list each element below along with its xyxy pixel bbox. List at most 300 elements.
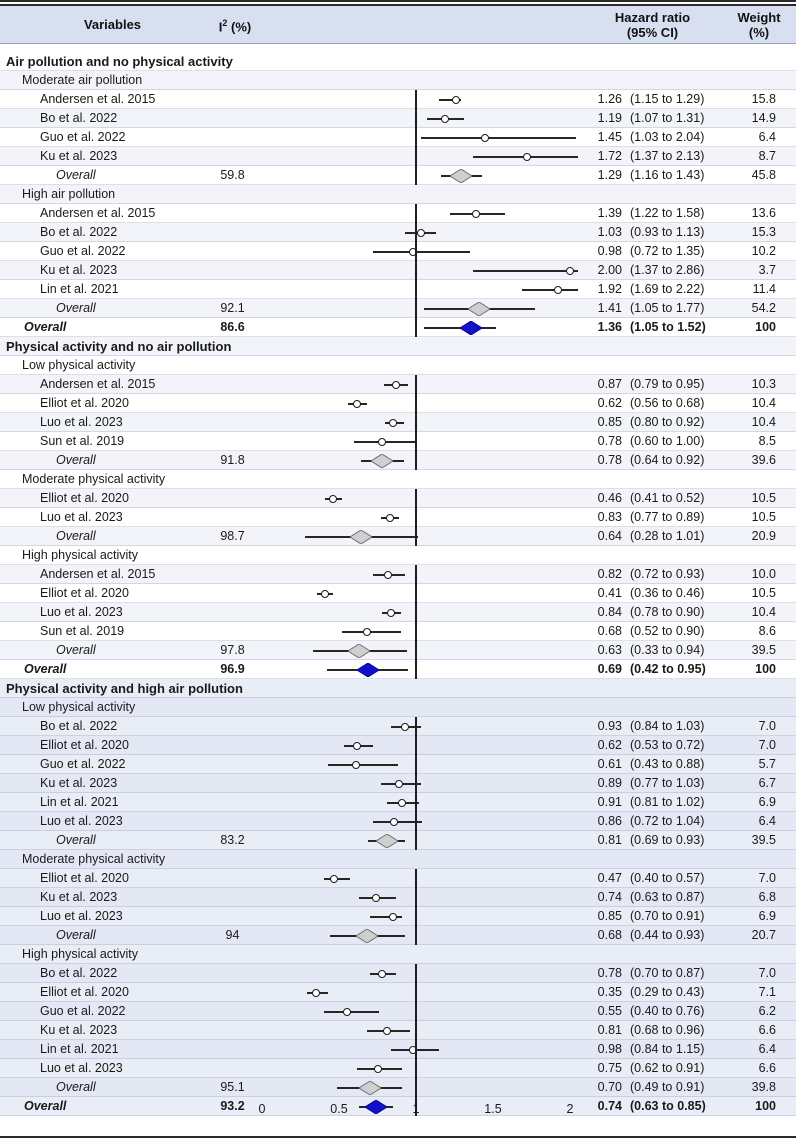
study-label: Luo et al. 2023 <box>40 605 123 619</box>
hazard-ratio-value: 0.55 <box>597 1004 622 1018</box>
weight-value: 13.6 <box>751 206 776 220</box>
study-label: Elliot et al. 2020 <box>40 738 129 752</box>
weight-value: 39.5 <box>751 643 776 657</box>
hazard-ratio-value: 0.70 <box>597 1080 622 1094</box>
subgroup-label: Low physical activity <box>22 700 136 714</box>
study-label: Lin et al. 2021 <box>40 795 119 809</box>
header-i-squared-text: I <box>218 19 223 35</box>
weight-value: 15.8 <box>751 92 776 106</box>
confidence-interval-value: (0.52 to 0.90) <box>630 624 705 638</box>
i-squared-value: 93.2 <box>220 1099 245 1113</box>
confidence-interval-value: (1.03 to 2.04) <box>630 130 705 144</box>
study-point-marker <box>523 153 531 161</box>
study-point-marker <box>352 761 360 769</box>
confidence-interval-value: (0.70 to 0.87) <box>630 966 705 980</box>
header-hazard-ratio-line1: Hazard ratio <box>614 10 691 25</box>
confidence-interval-value: (0.79 to 0.95) <box>630 377 705 391</box>
section-label: Physical activity and no air pollution <box>6 339 232 354</box>
forest-row-study <box>0 1040 796 1059</box>
study-label: Bo et al. 2022 <box>40 966 118 980</box>
forest-row-overall <box>0 527 796 546</box>
hazard-ratio-value: 1.41 <box>597 301 622 315</box>
hazard-ratio-value: 0.68 <box>597 928 622 942</box>
top-rule <box>0 0 796 2</box>
weight-value: 100 <box>755 662 776 676</box>
study-label: Ku et al. 2023 <box>40 776 118 790</box>
hazard-ratio-value: 0.75 <box>597 1061 622 1075</box>
weight-value: 10.3 <box>751 377 776 391</box>
forest-row-study <box>0 983 796 1002</box>
study-label: Overall <box>56 529 96 543</box>
hazard-ratio-value: 0.81 <box>597 1023 622 1037</box>
study-point-marker <box>452 96 460 104</box>
forest-row-study <box>0 489 796 508</box>
forest-row-subgroup <box>0 546 796 565</box>
weight-value: 6.7 <box>758 776 776 790</box>
i-squared-value: 83.2 <box>220 833 245 847</box>
null-line <box>415 375 417 470</box>
study-label: Lin et al. 2021 <box>40 282 119 296</box>
forest-row-study <box>0 755 796 774</box>
confidence-interval-value: (0.42 to 0.95) <box>630 662 706 676</box>
hazard-ratio-value: 0.46 <box>597 491 622 505</box>
weight-value: 39.6 <box>751 453 776 467</box>
confidence-interval-value: (1.05 to 1.52) <box>630 320 706 334</box>
study-label: Bo et al. 2022 <box>40 111 118 125</box>
forest-row-study <box>0 261 796 280</box>
forest-row-study <box>0 1002 796 1021</box>
study-point-marker <box>387 609 395 617</box>
confidence-interval-value: (0.53 to 0.72) <box>630 738 705 752</box>
forest-row-overall <box>0 451 796 470</box>
subgroup-label: Moderate physical activity <box>22 472 166 486</box>
confidence-interval-value: (0.33 to 0.94) <box>630 643 705 657</box>
study-point-marker <box>566 267 574 275</box>
study-point-marker <box>329 495 337 503</box>
hazard-ratio-value: 0.98 <box>597 244 622 258</box>
forest-row-study <box>0 793 796 812</box>
hazard-ratio-value: 2.00 <box>597 263 622 277</box>
confidence-interval-value: (0.72 to 1.35) <box>630 244 705 258</box>
subgroup-diamond-marker <box>371 454 393 468</box>
study-label: Overall <box>56 453 96 467</box>
forest-row-study <box>0 147 796 166</box>
forest-row-study <box>0 204 796 223</box>
study-label: Elliot et al. 2020 <box>40 491 129 505</box>
i-squared-value: 94 <box>225 928 240 942</box>
weight-value: 5.7 <box>758 757 776 771</box>
study-point-marker <box>312 989 320 997</box>
forest-row-study <box>0 584 796 603</box>
subgroup-label: Low physical activity <box>22 358 136 372</box>
null-line <box>415 90 417 185</box>
confidence-interval-value: (1.69 to 2.22) <box>630 282 705 296</box>
weight-value: 20.7 <box>751 928 776 942</box>
hazard-ratio-value: 0.62 <box>597 738 622 752</box>
null-line <box>415 717 417 850</box>
i-squared-value: 86.6 <box>220 320 245 334</box>
weight-value: 6.2 <box>758 1004 776 1018</box>
hazard-ratio-value: 0.98 <box>597 1042 622 1056</box>
study-label: Andersen et al. 2015 <box>40 206 156 220</box>
forest-row-total <box>0 318 796 337</box>
weight-value: 7.0 <box>758 719 776 733</box>
hazard-ratio-value: 0.91 <box>597 795 622 809</box>
forest-row-study <box>0 736 796 755</box>
study-label: Ku et al. 2023 <box>40 1023 118 1037</box>
header-variables: Variables <box>83 17 142 32</box>
forest-row-overall <box>0 831 796 850</box>
section-label: Air pollution and no physical activity <box>6 54 233 69</box>
forest-row-study <box>0 413 796 432</box>
hazard-ratio-value: 0.82 <box>597 567 622 581</box>
confidence-interval-value: (0.43 to 0.88) <box>630 757 705 771</box>
forest-row-study <box>0 432 796 451</box>
study-label: Ku et al. 2023 <box>40 263 118 277</box>
forest-row-study <box>0 375 796 394</box>
hazard-ratio-value: 0.93 <box>597 719 622 733</box>
study-point-marker <box>372 894 380 902</box>
confidence-interval-value: (0.77 to 1.03) <box>630 776 705 790</box>
forest-row-overall <box>0 166 796 185</box>
forest-row-subgroup <box>0 71 796 90</box>
study-label: Andersen et al. 2015 <box>40 567 156 581</box>
confidence-interval-value: (1.16 to 1.43) <box>630 168 705 182</box>
weight-value: 11.4 <box>752 282 776 296</box>
study-label: Luo et al. 2023 <box>40 814 123 828</box>
subgroup-label: High air pollution <box>22 187 116 201</box>
weight-value: 10.5 <box>751 510 776 524</box>
study-point-marker <box>481 134 489 142</box>
study-point-marker <box>374 1065 382 1073</box>
header-hazard-ratio-line2: (95% CI) <box>626 25 679 40</box>
confidence-interval-value: (1.37 to 2.13) <box>630 149 705 163</box>
forest-row-total <box>0 660 796 679</box>
i-squared-value: 91.8 <box>220 453 245 467</box>
study-point-marker <box>392 381 400 389</box>
forest-row-overall <box>0 641 796 660</box>
subgroup-label: High physical activity <box>22 947 139 961</box>
study-label: Luo et al. 2023 <box>40 510 123 524</box>
hazard-ratio-value: 1.72 <box>597 149 622 163</box>
weight-value: 6.4 <box>758 130 776 144</box>
weight-value: 39.8 <box>751 1080 776 1094</box>
weight-value: 6.4 <box>758 1042 776 1056</box>
weight-value: 10.2 <box>751 244 776 258</box>
subgroup-diamond-marker <box>450 169 472 183</box>
confidence-interval-value: (1.37 to 2.86) <box>630 263 705 277</box>
hazard-ratio-value: 0.62 <box>597 396 622 410</box>
hazard-ratio-value: 0.78 <box>597 453 622 467</box>
confidence-interval-value: (1.22 to 1.58) <box>630 206 705 220</box>
confidence-interval-line <box>421 137 577 139</box>
study-point-marker <box>389 913 397 921</box>
header-weight-line2: (%) <box>748 25 770 40</box>
overall-total-label: Overall <box>24 1099 67 1113</box>
hazard-ratio-value: 0.74 <box>597 1099 622 1113</box>
header-weight-line1: Weight <box>737 10 781 25</box>
study-point-marker <box>321 590 329 598</box>
confidence-interval-value: (0.72 to 1.04) <box>630 814 705 828</box>
study-label: Ku et al. 2023 <box>40 149 118 163</box>
forest-row-study <box>0 565 796 584</box>
header-i-squared <box>190 16 280 34</box>
hazard-ratio-value: 0.81 <box>597 833 622 847</box>
subgroup-diamond-marker <box>359 1081 381 1095</box>
study-point-marker <box>384 571 392 579</box>
header-i-squared-unit: (%) <box>227 19 252 35</box>
forest-row-study <box>0 907 796 926</box>
confidence-interval-value: (0.68 to 0.96) <box>630 1023 705 1037</box>
study-label: Andersen et al. 2015 <box>40 377 156 391</box>
forest-row-study <box>0 812 796 831</box>
axis-tick-label: 1.5 <box>484 1102 502 1116</box>
confidence-interval-value: (0.63 to 0.85) <box>630 1099 706 1113</box>
null-line <box>415 869 417 945</box>
weight-value: 3.7 <box>758 263 776 277</box>
subgroup-diamond-marker <box>356 929 378 943</box>
study-label: Bo et al. 2022 <box>40 225 118 239</box>
study-label: Overall <box>56 301 96 315</box>
weight-value: 100 <box>755 1099 776 1113</box>
hazard-ratio-value: 0.84 <box>597 605 622 619</box>
forest-row-section <box>0 679 796 698</box>
study-label: Sun et al. 2019 <box>40 434 125 448</box>
study-label: Andersen et al. 2015 <box>40 92 156 106</box>
forest-row-subgroup <box>0 185 796 204</box>
header-i-squared-sup: 2 <box>222 18 228 28</box>
subgroup-diamond-marker <box>350 530 372 544</box>
study-label: Guo et al. 2022 <box>40 1004 126 1018</box>
weight-value: 7.0 <box>758 738 776 752</box>
weight-value: 8.6 <box>758 624 776 638</box>
overall-diamond-marker <box>357 663 379 677</box>
hazard-ratio-value: 1.36 <box>597 320 622 334</box>
i-squared-value: 92.1 <box>220 301 245 315</box>
forest-row-study <box>0 774 796 793</box>
weight-value: 15.3 <box>751 225 776 239</box>
forest-row-study <box>0 223 796 242</box>
hazard-ratio-value: 0.68 <box>597 624 622 638</box>
forest-row-overall <box>0 926 796 945</box>
hazard-ratio-value: 0.89 <box>597 776 622 790</box>
hazard-ratio-value: 1.26 <box>597 92 622 106</box>
weight-value: 7.0 <box>758 871 776 885</box>
hazard-ratio-value: 0.69 <box>597 662 622 676</box>
forest-row-study <box>0 242 796 261</box>
study-point-marker <box>472 210 480 218</box>
forest-row-study <box>0 869 796 888</box>
study-point-marker <box>417 229 425 237</box>
study-point-marker <box>386 514 394 522</box>
subgroup-diamond-marker <box>376 834 398 848</box>
forest-row-study <box>0 90 796 109</box>
study-label: Overall <box>56 643 96 657</box>
overall-total-label: Overall <box>24 662 67 676</box>
confidence-interval-value: (1.15 to 1.29) <box>630 92 705 106</box>
subgroup-diamond-marker <box>468 302 490 316</box>
overall-diamond-marker <box>460 321 482 335</box>
study-label: Luo et al. 2023 <box>40 909 123 923</box>
hazard-ratio-value: 1.39 <box>597 206 622 220</box>
confidence-interval-value: (0.84 to 1.15) <box>630 1042 705 1056</box>
axis-tick-label: 0.5 <box>330 1102 348 1116</box>
weight-value: 6.9 <box>758 909 776 923</box>
hazard-ratio-value: 1.29 <box>597 168 622 182</box>
weight-value: 6.4 <box>758 814 776 828</box>
confidence-interval-value: (0.60 to 1.00) <box>630 434 705 448</box>
subgroup-label: High physical activity <box>22 548 139 562</box>
confidence-interval-value: (1.05 to 1.77) <box>630 301 705 315</box>
confidence-interval-value: (0.72 to 0.93) <box>630 567 705 581</box>
forest-row-study <box>0 280 796 299</box>
forest-row-subgroup <box>0 470 796 489</box>
forest-row-study <box>0 717 796 736</box>
study-point-marker <box>389 419 397 427</box>
confidence-interval-line <box>373 251 470 253</box>
forest-row-study <box>0 603 796 622</box>
confidence-interval-line <box>324 1011 379 1013</box>
forest-row-study <box>0 888 796 907</box>
weight-value: 14.9 <box>751 111 776 125</box>
axis-tick-label: 1 <box>412 1102 420 1116</box>
forest-row-study <box>0 964 796 983</box>
weight-value: 10.5 <box>751 491 776 505</box>
weight-value: 8.7 <box>758 149 776 163</box>
study-point-marker <box>330 875 338 883</box>
i-squared-value: 59.8 <box>220 168 245 182</box>
study-label: Overall <box>56 833 96 847</box>
confidence-interval-value: (0.56 to 0.68) <box>630 396 705 410</box>
study-point-marker <box>395 780 403 788</box>
forest-row-overall <box>0 1078 796 1097</box>
i-squared-value: 97.8 <box>220 643 245 657</box>
i-squared-value: 95.1 <box>220 1080 245 1094</box>
weight-value: 10.0 <box>751 567 776 581</box>
study-label: Elliot et al. 2020 <box>40 586 129 600</box>
weight-value: 8.5 <box>758 434 776 448</box>
hazard-ratio-value: 0.83 <box>597 510 622 524</box>
forest-row-study <box>0 508 796 527</box>
hazard-ratio-value: 0.86 <box>597 814 622 828</box>
weight-value: 6.6 <box>758 1023 776 1037</box>
weight-value: 7.1 <box>758 985 776 999</box>
header-weight <box>725 10 793 40</box>
study-label: Guo et al. 2022 <box>40 130 126 144</box>
bottom-rule <box>0 1136 796 1138</box>
null-line <box>415 964 417 1116</box>
confidence-interval-value: (0.28 to 1.01) <box>630 529 705 543</box>
weight-value: 6.6 <box>758 1061 776 1075</box>
hazard-ratio-value: 1.45 <box>597 130 622 144</box>
confidence-interval-value: (0.40 to 0.76) <box>630 1004 705 1018</box>
confidence-interval-value: (0.70 to 0.91) <box>630 909 705 923</box>
i-squared-value: 98.7 <box>220 529 245 543</box>
hazard-ratio-value: 0.47 <box>597 871 622 885</box>
hazard-ratio-value: 1.19 <box>597 111 622 125</box>
weight-value: 10.4 <box>751 605 776 619</box>
weight-value: 10.5 <box>751 586 776 600</box>
forest-row-study <box>0 1021 796 1040</box>
confidence-interval-value: (0.64 to 0.92) <box>630 453 705 467</box>
forest-row-study <box>0 394 796 413</box>
i-squared-value: 96.9 <box>220 662 245 676</box>
study-point-marker <box>383 1027 391 1035</box>
weight-value: 54.2 <box>751 301 776 315</box>
weight-value: 45.8 <box>751 168 776 182</box>
forest-row-overall <box>0 299 796 318</box>
null-line <box>415 204 417 337</box>
confidence-interval-value: (0.36 to 0.46) <box>630 586 705 600</box>
confidence-interval-line <box>370 916 402 918</box>
confidence-interval-line <box>342 631 401 633</box>
weight-value: 6.9 <box>758 795 776 809</box>
forest-row-study <box>0 622 796 641</box>
subgroup-diamond-marker <box>348 644 370 658</box>
weight-value: 10.4 <box>751 415 776 429</box>
study-point-marker <box>353 742 361 750</box>
study-label: Guo et al. 2022 <box>40 244 126 258</box>
x-axis <box>0 1100 796 1124</box>
study-point-marker <box>401 723 409 731</box>
hazard-ratio-value: 0.74 <box>597 890 622 904</box>
table-header <box>0 4 796 44</box>
confidence-interval-value: (0.78 to 0.90) <box>630 605 705 619</box>
forest-row-section <box>0 52 796 71</box>
header-hazard-ratio <box>580 10 725 40</box>
study-point-marker <box>398 799 406 807</box>
weight-value: 100 <box>755 320 776 334</box>
study-label: Elliot et al. 2020 <box>40 396 129 410</box>
study-label: Overall <box>56 928 96 942</box>
weight-value: 20.9 <box>751 529 776 543</box>
null-line <box>415 489 417 546</box>
hazard-ratio-value: 0.63 <box>597 643 622 657</box>
study-point-marker <box>390 818 398 826</box>
weight-value: 39.5 <box>751 833 776 847</box>
study-point-marker <box>343 1008 351 1016</box>
study-point-marker <box>378 970 386 978</box>
study-label: Overall <box>56 1080 96 1094</box>
confidence-interval-value: (0.77 to 0.89) <box>630 510 705 524</box>
weight-value: 10.4 <box>751 396 776 410</box>
study-label: Luo et al. 2023 <box>40 415 123 429</box>
study-label: Luo et al. 2023 <box>40 1061 123 1075</box>
hazard-ratio-value: 0.78 <box>597 434 622 448</box>
confidence-interval-value: (0.63 to 0.87) <box>630 890 705 904</box>
subgroup-label: Moderate air pollution <box>22 73 143 87</box>
confidence-interval-line <box>473 270 578 272</box>
confidence-interval-value: (0.81 to 1.02) <box>630 795 705 809</box>
hazard-ratio-value: 0.35 <box>597 985 622 999</box>
hazard-ratio-value: 1.92 <box>597 282 622 296</box>
forest-row-subgroup <box>0 356 796 375</box>
forest-row-subgroup <box>0 850 796 869</box>
hazard-ratio-value: 1.03 <box>597 225 622 239</box>
hazard-ratio-value: 0.78 <box>597 966 622 980</box>
confidence-interval-value: (0.62 to 0.91) <box>630 1061 705 1075</box>
study-point-marker <box>554 286 562 294</box>
confidence-interval-value: (1.07 to 1.31) <box>630 111 705 125</box>
study-label: Ku et al. 2023 <box>40 890 118 904</box>
hazard-ratio-value: 0.85 <box>597 909 622 923</box>
study-label: Bo et al. 2022 <box>40 719 118 733</box>
weight-value: 6.8 <box>758 890 776 904</box>
confidence-interval-value: (0.80 to 0.92) <box>630 415 705 429</box>
confidence-interval-value: (0.44 to 0.93) <box>630 928 705 942</box>
forest-row-study <box>0 128 796 147</box>
forest-row-study <box>0 109 796 128</box>
